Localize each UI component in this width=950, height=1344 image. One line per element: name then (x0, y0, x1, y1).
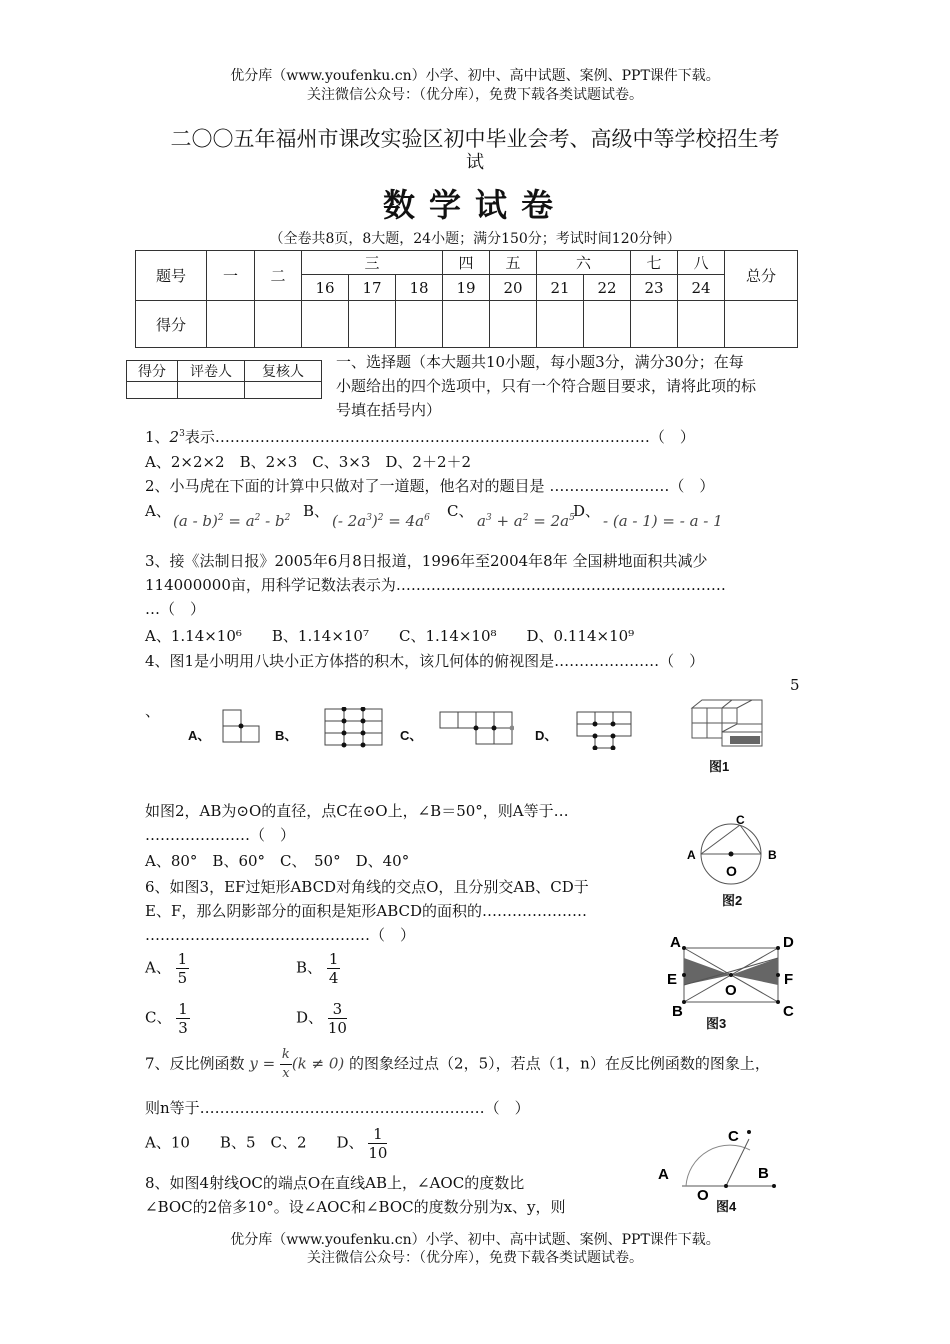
q3-line-2: 114000000亩，用科学记数法表示为………………………………………………………… (145, 576, 726, 594)
q2-opt-a-label: A、 (145, 502, 171, 520)
score-input-cell[interactable] (349, 301, 396, 348)
q7-options-text: A、10 B、5 C、2 D、 (145, 1133, 364, 1152)
q2-opt-d-formula: - (a - 1) = - a - 1 (603, 512, 723, 530)
fig3-label-a: A (670, 934, 681, 951)
q4-opt-a-figure (222, 709, 262, 745)
grader-input[interactable] (127, 382, 178, 399)
col-ba: 八 (678, 251, 725, 275)
q1-options: A、2×2×2 B、2×3 C、3×3 D、2＋2＋2 (145, 453, 472, 471)
q6-c-num: 1 (178, 1000, 188, 1018)
q1-text: 表示……………………………………………………………………………（ ） (184, 428, 695, 446)
q2-opt-c-label: C、 (447, 502, 474, 520)
figure-2-label: 图2 (722, 893, 743, 908)
fig2-label-o: O (726, 863, 737, 879)
exam-title-line-2: 试 (466, 152, 484, 173)
q6-line-1: 6、如图3，EF过矩形ABCD对角线的交点O，且分别交AB、CD于 (145, 878, 589, 896)
figure-4-label: 图4 (716, 1199, 737, 1214)
num-cell: 21 (537, 275, 584, 301)
q2-opt-d-label: D、 (573, 502, 601, 520)
col-er: 二 (255, 251, 302, 301)
grader-input[interactable] (178, 382, 245, 399)
col-zongfen: 总分 (725, 251, 798, 301)
header-line-2: 关注微信公众号：（优分库），免费下载各类试题试卷。 (307, 87, 643, 103)
section1-line-3: 号填在括号内） (336, 401, 442, 419)
q6-opt-d-label: D、 (296, 1008, 324, 1027)
grader-defen: 得分 (127, 361, 178, 382)
fig3-label-o: O (725, 982, 737, 999)
q2-opt-a-formula: $(a - b)^2 = a^2 - b^2$ (173, 512, 291, 530)
fig4-label-c: C (728, 1128, 739, 1145)
num-cell: 18 (396, 275, 443, 301)
section1-line-2: 小题给出的四个选项中，只有一个符合题目要求，请将此项的标 (336, 377, 757, 395)
figure-3-rectangle (662, 928, 802, 1020)
q6-b-den: 4 (328, 969, 339, 987)
q2-opt-b-label: B、 (303, 502, 330, 520)
q1-base: 2 (169, 428, 180, 446)
num-cell: 23 (631, 275, 678, 301)
col-tihao: 题号 (136, 251, 207, 301)
num-cell: 20 (490, 275, 537, 301)
q2-opt-c-formula: $a^3 + a^2 = 2a^5$ (477, 512, 575, 530)
q4-opt-a-label: A、 (188, 728, 211, 743)
q7-prefix: 7、反比例函数 (145, 1054, 245, 1073)
grader-fuheren: 复核人 (245, 361, 322, 382)
q6-line-3: ………………………………………（ ） (145, 926, 416, 944)
col-qi: 七 (631, 251, 678, 275)
q2-options (145, 500, 825, 534)
col-liu: 六 (537, 251, 631, 275)
col-yi: 一 (207, 251, 255, 301)
q4-text: 4、图1是小明用八块小正方体搭的积木，该几何体的俯视图是…………………（ ） (145, 652, 705, 670)
q6-line-2: E、F，那么阴影部分的面积是矩形ABCD的面积的………………… (145, 902, 587, 920)
q4-opt-b-figure (323, 707, 385, 749)
q6-c-den: 3 (178, 1019, 188, 1037)
footer-line-1: 优分库（www.youfenku.cn）小学、初中、高中试题、案例、PPT课件下载。 (230, 1232, 720, 1248)
score-input-cell[interactable] (255, 301, 302, 348)
col-si: 四 (443, 251, 490, 275)
fig3-label-e: E (667, 971, 678, 988)
header-line-1: 优分库（www.youfenku.cn）小学、初中、高中试题、案例、PPT课件下载。 (230, 68, 720, 84)
q1-exp: 3 (179, 429, 185, 439)
fig4-label-o: O (697, 1187, 709, 1204)
q6-d-num: 3 (328, 1000, 347, 1019)
fig3-label-b: B (672, 1003, 683, 1020)
q6-a-den: 5 (177, 969, 188, 987)
score-input-cell[interactable] (443, 301, 490, 348)
num-cell: 22 (584, 275, 631, 301)
q4-opt-c-label: C、 (400, 728, 423, 743)
q6-b-num: 1 (328, 950, 339, 968)
grader-pingjuanren: 评卷人 (178, 361, 245, 382)
q7-options (145, 1125, 387, 1162)
q7-formula: y = $\frac{k}{x}$ (k ≠ 0) (249, 1047, 345, 1081)
exam-main-title: 数学试卷 (382, 186, 567, 224)
fig2-label-a: A (687, 848, 696, 862)
fig4-label-a: A (658, 1166, 669, 1183)
figure-3-label: 图3 (706, 1016, 727, 1031)
figure-2-circle (685, 808, 785, 888)
grader-input[interactable] (245, 382, 322, 399)
score-input-cell[interactable] (678, 301, 725, 348)
q6-opt-c (145, 1000, 190, 1037)
score-input-cell[interactable] (490, 301, 537, 348)
q7-line-2: 则n等于…………………………………………………（ ） (145, 1099, 530, 1117)
q6-opt-a-label: A、 (145, 958, 171, 977)
footer-line-2: 关注微信公众号：（优分库），免费下载各类试题试卷。 (307, 1250, 643, 1266)
q6-opt-b-label: B、 (296, 958, 323, 977)
q4-opt-c-figure (438, 710, 514, 748)
q4-opt-d-figure (575, 710, 635, 750)
figure-1-blocks (688, 698, 768, 756)
q6-opt-c-label: C、 (145, 1008, 172, 1027)
section1-line-1: 一、选择题（本大题共10小题，每小题3分，满分30分；在每 (336, 353, 744, 371)
score-input-cell[interactable] (725, 301, 798, 348)
fig3-label-c: C (783, 1003, 794, 1020)
q3-line-1: 3、接《法制日报》2005年6月8日报道，1996年至2004年8年 全国耕地面积共减少 (145, 552, 708, 570)
fig2-label-c: C (736, 813, 745, 827)
col-san: 三 (302, 251, 443, 275)
q3-line-3: …（ ） (145, 600, 206, 618)
fig4-label-b: B (758, 1165, 769, 1182)
score-input-cell[interactable] (207, 301, 255, 348)
num-cell: 24 (678, 275, 725, 301)
score-input-cell[interactable] (631, 301, 678, 348)
q6-d-den: 10 (327, 1019, 347, 1037)
score-input-cell[interactable] (584, 301, 631, 348)
col-wu: 五 (490, 251, 537, 275)
score-input-cell[interactable] (396, 301, 443, 348)
q4-dun: 、 (145, 702, 161, 720)
figure-1-label: 图1 (709, 759, 730, 774)
q6-opt-b (296, 950, 340, 987)
q8-line-2: ∠BOC的2倍多10°。设∠AOC和∠BOC的度数分别为x、y，则 (145, 1198, 566, 1216)
score-input-cell[interactable] (537, 301, 584, 348)
q7-line-1 (145, 1046, 770, 1083)
num-cell: 19 (443, 275, 490, 301)
fig3-label-f: F (784, 971, 794, 988)
exam-title-line-1: 二〇〇五年福州市课改实验区初中毕业会考、高级中等学校招生考 (170, 127, 780, 151)
q1-line (145, 426, 695, 447)
score-table (135, 250, 798, 348)
score-input-cell[interactable] (302, 301, 349, 348)
q4-number-five: 5 (790, 676, 800, 694)
q5-options: A、80° B、60° C、 50° D、40° (145, 852, 410, 870)
q4-opt-d-label: D、 (535, 728, 558, 743)
fig2-label-b: B (768, 848, 777, 862)
exam-info: （全卷共8页，8大题，24小题；满分150分；考试时间120分钟） (269, 231, 681, 247)
q2-text: 2、小马虎在下面的计算中只做对了一道题，他名对的题目是 ……………………（ ） (145, 477, 715, 495)
q6-opt-a (145, 950, 189, 987)
q3-options: A、1.14×10⁶ B、1.14×10⁷ C、1.14×10⁸ D、0.114×10⁹ (145, 627, 635, 645)
q7-text: 的图象经过点（2，5），若点（1，n）在反比例函数的图象上， (349, 1054, 770, 1073)
q6-a-num: 1 (177, 950, 188, 968)
q6-opt-d (296, 1000, 347, 1037)
q7-d-den: 10 (368, 1144, 388, 1162)
fig3-label-d: D (783, 934, 794, 951)
q1-prefix: 1、 (145, 428, 170, 446)
q8-line-1: 8、如图4射线OC的端点O在直线AB上，∠AOC的度数比 (145, 1174, 525, 1192)
q7-d-num: 1 (368, 1125, 387, 1144)
num-cell: 16 (302, 275, 349, 301)
q5-line-1: 如图2，AB为⊙O的直径，点C在⊙O上，∠B＝50°，则A等于… (145, 802, 569, 820)
q5-line-2: …………………（ ） (145, 826, 296, 844)
q2-opt-b-formula: (- $2a^3)^2 = 4a^6$ (332, 512, 430, 530)
grader-table (126, 360, 322, 399)
row-defen: 得分 (136, 301, 207, 348)
q4-opt-b-label: B、 (275, 728, 298, 743)
num-cell: 17 (349, 275, 396, 301)
